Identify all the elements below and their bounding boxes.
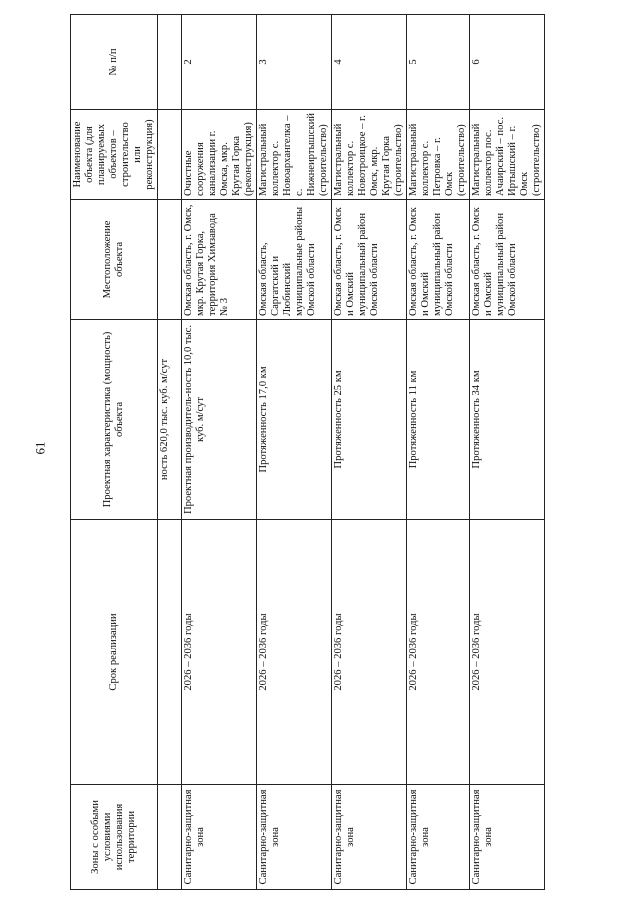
cell-characteristic: Протяженность 17,0 км [257, 320, 332, 520]
cell-term: 2026 – 2036 годы [332, 520, 407, 785]
cell-num: 5 [407, 15, 470, 110]
table-row [470, 15, 545, 890]
cell-num: 3 [257, 15, 332, 110]
col-header-term: Срок реализации [71, 520, 158, 785]
cell-characteristic: ность 620,0 тыс. куб. м/сут [158, 320, 182, 520]
col-header-zones: Зоны с особыми условиями использования территории [71, 785, 158, 890]
cell-empty [158, 110, 182, 200]
cell-name: Магистральный коллектор с. Новоархангелка – с. Нижнеиртышский (строительство) [257, 110, 332, 200]
cell-characteristic: Протяженность 25 км [332, 320, 407, 520]
cell-location: Омская область, Саргатский и Любинский муниципальные районы Омской области [257, 200, 332, 320]
cell-characteristic: Протяженность 11 км [407, 320, 470, 520]
facilities-table [70, 14, 545, 890]
cell-term: 2026 – 2036 годы [407, 520, 470, 785]
cell-num: 4 [332, 15, 407, 110]
col-header-characteristic: Проектная характеристика (мощность) объекта [71, 320, 158, 520]
cell-term: 2026 – 2036 годы [470, 520, 545, 785]
cell-location: Омская область, г. Омск и Омский муниципальный район Омской области [407, 200, 470, 320]
cell-empty [158, 520, 182, 785]
cell-empty [158, 785, 182, 890]
table-row [182, 15, 257, 890]
cell-empty [158, 200, 182, 320]
col-header-name: Наименование объекта (для планируемых объектов – строительство или реконструкция) [71, 110, 158, 200]
cell-location: Омская область, г. Омск и Омский муниципальный район Омской области [332, 200, 407, 320]
cell-num: 6 [470, 15, 545, 110]
table-row [407, 15, 470, 890]
cell-characteristic: Протяженность 34 км [470, 320, 545, 520]
cell-name: Магистральный коллектор с. Петровка – г. Омск (строительство) [407, 110, 470, 200]
col-header-num: № п/п [71, 15, 158, 110]
rotated-table-wrapper [70, 15, 542, 890]
cell-term: 2026 – 2036 годы [257, 520, 332, 785]
cell-zones: Санитарно-защитная зона [470, 785, 545, 890]
cell-zones: Санитарно-защитная зона [182, 785, 257, 890]
cell-num: 2 [182, 15, 257, 110]
cell-name: Магистральный коллектор пос. Ачаирский – пос. Иртышский – г. Омск (строительство) [470, 110, 545, 200]
page-number: 61 [32, 441, 48, 455]
cell-zones: Санитарно-защитная зона [257, 785, 332, 890]
cell-name: Очистные сооружения канализации г. Омска, мкр. Крутая Горка (реконструкция) [182, 110, 257, 200]
cell-zones: Санитарно-защитная зона [332, 785, 407, 890]
table-row [257, 15, 332, 890]
cell-location: Омская область, г. Омск и Омский муниципальный район Омской области [470, 200, 545, 320]
cell-term: 2026 – 2036 годы [182, 520, 257, 785]
col-header-location: Местоположение объекта [71, 200, 158, 320]
cell-zones: Санитарно-защитная зона [407, 785, 470, 890]
continuation-row [158, 15, 182, 890]
cell-characteristic: Проектная производитель-ность 10,0 тыс. куб. м/сут [182, 320, 257, 520]
table-header-row [71, 15, 158, 890]
cell-location: Омская область, г. Омск, мкр. Крутая Горка, территория Химзавода № 3 [182, 200, 257, 320]
table-row [332, 15, 407, 890]
cell-name: Магистральный коллектор с. Новотроицкое – г. Омск, мкр. Крутая Горка (строительство) [332, 110, 407, 200]
cell-empty [158, 15, 182, 110]
